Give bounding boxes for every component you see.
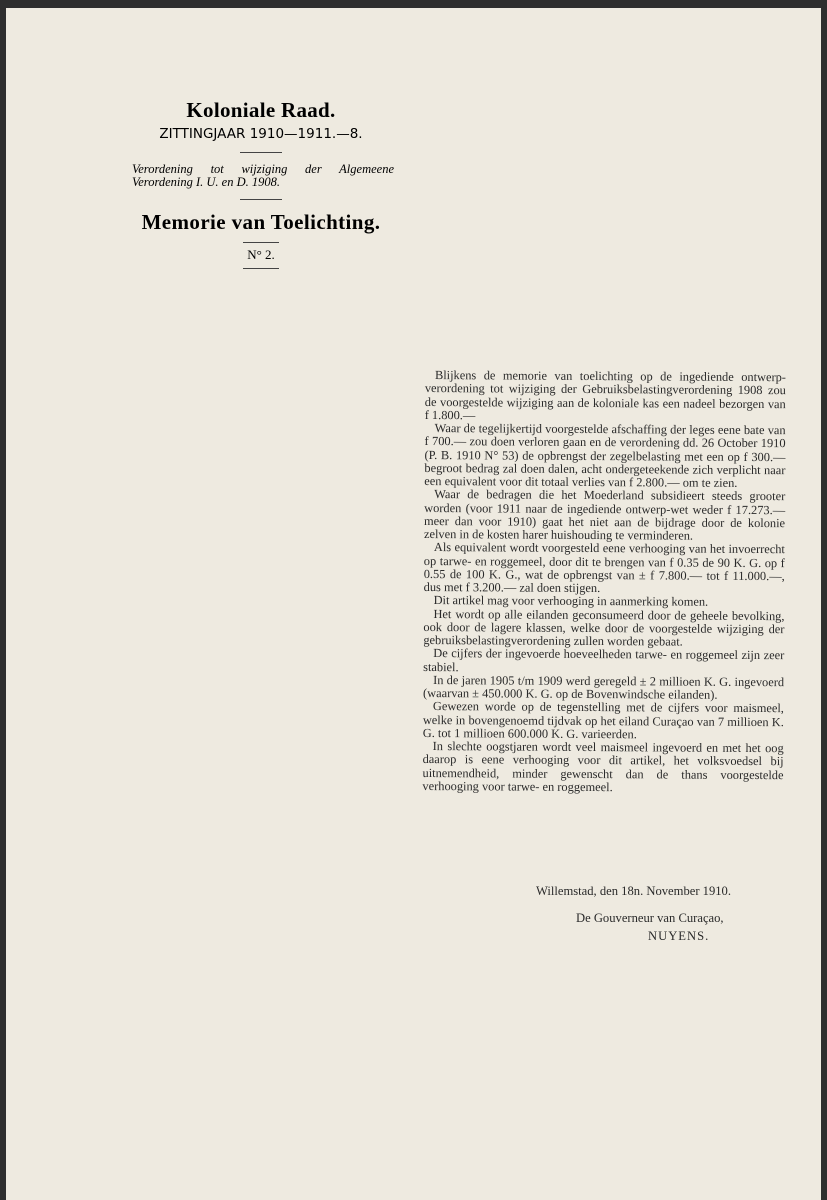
divider: [243, 268, 279, 269]
council-title: Koloniale Raad.: [186, 98, 336, 122]
ordinance-subject: Verordening tot wijziging der Algemeene Verordening I. U. en D. 1908.: [132, 162, 394, 189]
divider: [240, 152, 282, 153]
paragraph: In slechte oogstjaren wordt veel maismeel ingevoerd en met het oog daarop is eene verhooging voor dit artikel, het volksvoedsel bij uitnemendheid, minder gewenscht dan de thans voorgestelde verhooging voor tarwe- en roggemeel.: [422, 739, 784, 794]
paragraph: In de jaren 1905 t/m 1909 werd geregeld ± 2 millioen K. G. ingevoerd (waarvan ± 450.000 K. G. op de Bovenwindsche eilanden).: [422, 672, 785, 702]
divider: [243, 242, 279, 243]
session-year: ZITTINGJAAR 1910—1911.—8.: [159, 126, 363, 142]
memo-number: N° 2.: [247, 247, 275, 262]
governor-title: De Gouverneur van Curaçao,: [576, 911, 724, 925]
document-page: [6, 8, 821, 1200]
paragraph: Het wordt op alle eilanden geconsumeerd door de geheele bevolking, ook door de lagere klassen, welke door de voorgestelde wijziging der gebruiksbelastingverordening zullen worden gebaat.: [423, 606, 785, 649]
memo-title: Memorie van Toelichting.: [141, 210, 381, 234]
place-date: Willemstad, den 18n. November 1910.: [536, 884, 732, 898]
paragraph: Dit artikel mag voor verhooging in aanmerking komen.: [433, 593, 709, 609]
document-header: [116, 98, 406, 274]
paragraph: Blijkens de memorie van toelichting op de ingediende ontwerp-verordening tot wijziging der Gebruiksbelastingverordening 1908 zou de voorgestelde wijziging aan de koloniale kas een nadeel bezorgen van f 1.800.—: [424, 368, 786, 423]
paragraph: Waar de bedragen die het Moederland subsidieert steeds grooter worden (voor 1911 naar de ingediende ontwerp-wet weder f 17.273.— meer dan voor 1910) gaat het niet aan de bijdrage door de kolonie zelven in de kosten harer huishouding te verminderen.: [423, 487, 786, 543]
paragraph: Als equivalent wordt voorgesteld eene verhooging van het invoerrecht op tarwe- en roggemeel, door dit te brengen van f 0.35 de 90 K. G. op f 0.55 de 100 K. G., wat de opbrengst van ± f 7.800.— tot f 11.000.—, dus met f 3.200.— zal doen stijgen.: [423, 540, 785, 596]
paragraph: Gewezen worde op de tegenstelling met de cijfers voor maismeel, welke in bovengenoemd tijdvak op het eiland Curaçao van 7 millioen K. G. tot 1 millioen 600.000 K. G. varieerden.: [422, 699, 784, 742]
governor-signature-name: NUYENS.: [648, 929, 710, 943]
divider: [240, 199, 282, 200]
paragraph: Waar de tegelijkertijd voorgestelde afschaffing der leges eene bate van f 700.— zou doen verloren gaan en de verordening dd. 26 October 1910 (P. B. 1910 N° 53) de opbrengst der zegelbelasting met een op f 300.— begroot bedrag zal doen dalen, acht ondergeteekende zich verplicht naar een equivalent voor dit totaal verlies van f 2.800.— om te zien.: [424, 421, 786, 490]
memo-body: [422, 369, 786, 795]
paragraph: De cijfers der ingevoerde hoeveelheden tarwe- en roggemeel zijn zeer stabiel.: [423, 646, 785, 674]
